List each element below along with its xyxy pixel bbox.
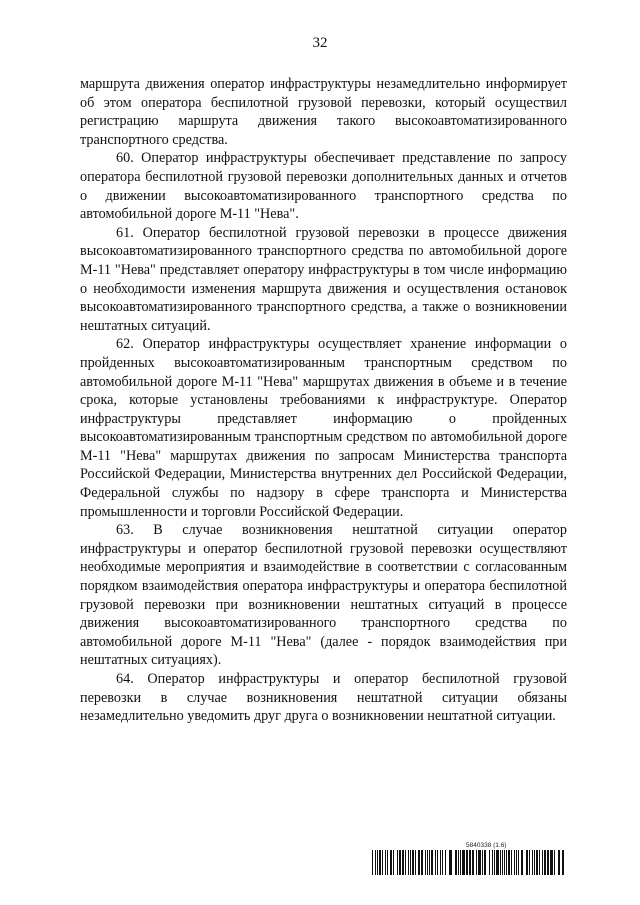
paragraph-60: 60. Оператор инфраструктуры обеспечивает представление по запросу оператора беспилотной грузовой перевозки дополнительных данных и отчетов о движении высокоавтоматизированного транспортного средства по автомобильной дороге М-11 "Нева". (80, 150, 567, 223)
barcode (372, 850, 564, 875)
paragraph-61: 61. Оператор беспилотной грузовой перевозки в процессе движения высокоавтоматизированного транспортного средства по автомобильной дороге М-11 "Нева" представляет оператору инфраструктуры в том числе информацию о необходимости изменения маршрута движения и осуществления остановок высокоавтоматизированного транспортного средства, а также о возникновении нештатных ситуаций. (80, 224, 567, 334)
paragraph-64: 64. Оператор инфраструктуры и оператор беспилотной грузовой перевозки в случае возникновения нештатной ситуации обязаны незамедлительно уведомить друг друга о возникновении нештатной ситуации. (80, 671, 567, 725)
paragraph-63: 63. В случае возникновения нештатной ситуации оператор инфраструктуры и оператор беспилотной грузовой перевозки осуществляют необходимые мероприятия и взаимодействие в соответствии с согласованным порядком взаимодействия оператора инфраструктуры и оператора беспилотной грузовой перевозки при возникновении нештатных ситуаций в процессе движения высокоавтоматизированного транспортного средства по автомобильной дороге М-11 "Нева" (далее - порядок взаимодействия при нештатных ситуациях). (80, 522, 567, 669)
document-body (80, 75, 567, 726)
document-code: 5840338 (1.6) (466, 842, 507, 849)
page-number: 32 (312, 35, 328, 51)
paragraph-continuation: маршрута движения оператор инфраструктуры незамедлительно информирует об этом оператора беспилотной грузовой перевозки, который осуществил регистрацию маршрута движения такого высокоавтоматизированного транспортного средства. (80, 76, 567, 148)
paragraph-62: 62. Оператор инфраструктуры осуществляет хранение информации о пройденных высокоавтоматизированным транспортным средством по автомобильной дороге М-11 "Нева" маршрутах движения в объеме и в течение срока, которые установлены требованиями к инфраструктуре. Оператор инфраструктуры представляет информацию о пройденных высокоавтоматизированным транспортным средством по автомобильной дороге М-11 "Нева" маршрутах движения по запросам Министерства транспорта Российской Федерации, Министерства внутренних дел Российской Федерации, Федеральной службы по надзору в сфере транспорта и Министерства промышленности и торговли Российской Федерации. (80, 336, 567, 520)
